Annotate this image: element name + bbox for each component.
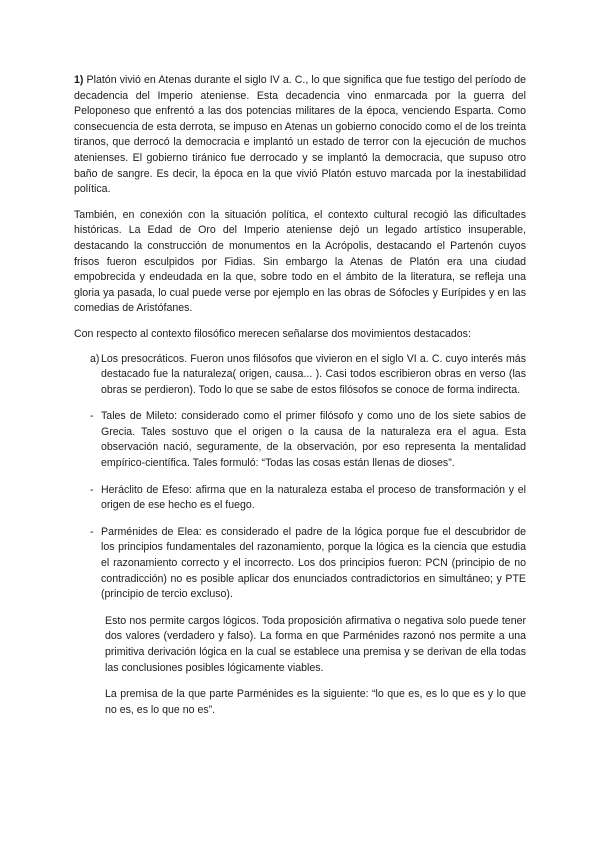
list-item-tales [74,409,526,471]
list-item-heraclito [74,483,526,514]
paragraph-text: Platón vivió en Atenas durante el siglo IV a. C., lo que significa que fue testigo del período de decadencia del Imperio ateniense. Esta decadencia vino enmarcada por la guerra del Peloponeso que enfrentó a las dos potencias militares de la época, venciendo Esparta. Como consecuencia de esta derrota, se impuso en Atenas un gobierno conocido como el de los treinta tiranos, que derrocó la democracia e implantó un estado de terror con la ejecución de muchos atenienses. El gobierno tiránico fue derrocado y se implantó la democracia, que supuso otro baño de sangre. Es decir, la época en la que vivió Platón estuvo marcada por la inestabilidad política. [74,74,526,196]
list-item-parmenides [74,525,526,603]
paragraph-cultural-context: También, en conexión con la situación política, el contexto cultural recogió las dificultades históricas. La Edad de Oro del Imperio ateniense dejó un legado artístico insuperable, destacando la construcción de monumentos en la Acrópolis, destacando el Partenón cuyos frisos fueron esculpidos por Fidias. Sin embargo la Atenas de Platón era una ciudad empobrecida y endeudada en la que, sobre todo en el ámbito de la literatura, se refleja una gloria ya pasada, lo cual puede verse por ejemplo en las obras de Sófocles y Eurípides y en las comedias de Aristófanes. [74,208,526,315]
paragraph-parmenides-premise: La premisa de la que parte Parménides es la siguiente: “lo que es, es lo que es y lo que no es, es lo que no es”. [105,688,526,716]
document-body [74,73,526,729]
paragraph-historical-context [74,73,526,198]
list-item-text: Tales de Mileto: considerado como el primer filósofo y como uno de los siete sabios de Grecia. Tales sostuvo que el origen o la causa de la naturaleza era el agua. Esta observación nació, seguramente, de la observación, por eso representa la mentalidad empírico-científica. Tales formuló: “Todas las cosas están llenas de dioses”. [101,410,526,470]
list-item-presocraticos [74,352,526,399]
list-marker: - [90,410,94,423]
list-item-text: Heráclito de Efeso: afirma que en la naturaleza estaba el proceso de transformación y el origen de ese hecho es el fuego. [101,483,526,512]
paragraph-logical-consequences: Esto nos permite cargos lógicos. Toda proposición afirmativa o negativa solo puede tener dos valores (verdadero y falso). La forma en que Parménides razonó nos permite a una primitiva derivación lógica en la cual se establece una premisa y se derivan de ella todas las conclusiones posibles lógicamente viables. [105,614,526,674]
paragraph-philosophical-context: Con respecto al contexto filosófico merecen señalarse dos movimientos destacados: [74,327,471,340]
list-marker: - [90,483,94,496]
list-marker: a) [90,352,100,365]
list-item-text: Los presocráticos. Fueron unos filósofos que vivieron en el siglo VI a. C. cuyo interés más destacado fue la naturaleza( origen, causa... ). Casi todos escribieron obras en verso (las obras se perdieron). Todo lo que se sabe de estos filósofos se conoce de forma indirecta. [101,352,526,396]
list-item-text: Parménides de Elea: es considerado el padre de la lógica porque fue el descubridor de los principios fundamentales del razonamiento, porque la lógica es la ciencia que estudia el razonamiento correcto y el incorrecto. Los dos principios fueron: PCN (principio de no contradicción) no es posible aplicar dos enunciados contradictorios en simultáneo; y PTE (principio de tercio excluso). [101,525,526,601]
paragraph-number: 1) [74,74,84,86]
list-marker: - [90,525,94,538]
